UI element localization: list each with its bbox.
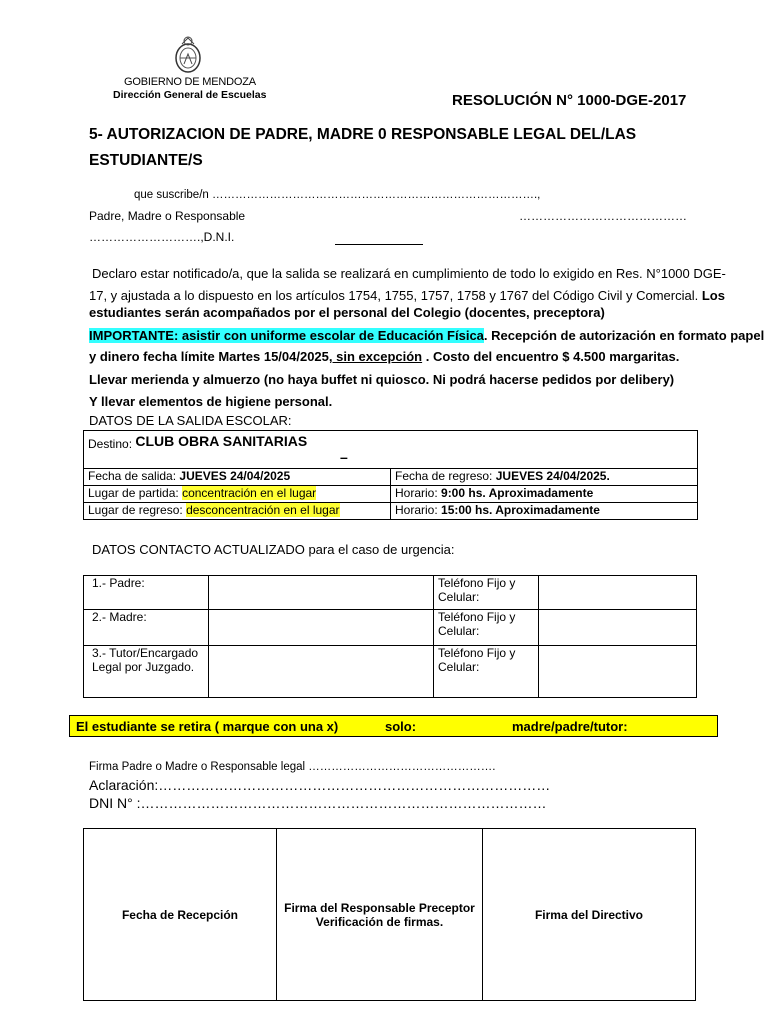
resolution-number: RESOLUCIÓN N° 1000-DGE-2017: [452, 92, 687, 109]
tel-label-b: Celular:: [438, 590, 480, 604]
fecha-salida-value: JUEVES 24/04/2025: [179, 469, 291, 483]
retiro-tutor-option[interactable]: madre/padre/tutor:: [512, 719, 628, 734]
dni-underline: [335, 244, 423, 245]
dinero-text: y dinero fecha límite Martes 15/04/2025: [89, 349, 329, 364]
contacto-row3-label: 3.- Tutor/Encargado: [92, 646, 199, 660]
dni-firma-field[interactable]: DNI N° :……………………………………………………………………………: [89, 795, 547, 811]
lugar-partida-label: Lugar de partida:: [88, 486, 183, 500]
dinero-line: [89, 349, 679, 364]
contacto-row1-tel-input[interactable]: [539, 576, 697, 610]
salida-table: [83, 430, 698, 520]
fecha-recepcion-cell[interactable]: [84, 829, 277, 1001]
contacto-row-label: [84, 610, 209, 646]
fecha-regreso-value: JUEVES 24/04/2025.: [495, 469, 610, 483]
recepcion-table: [83, 828, 696, 1001]
contacto-row3-tel-input[interactable]: [539, 646, 697, 698]
tel-label-a: Teléfono Fijo y: [438, 646, 516, 660]
contacto-row2-name-input[interactable]: [209, 610, 434, 646]
retiro-solo-option[interactable]: solo:: [385, 719, 417, 734]
fecha-salida-label: Fecha de salida:: [88, 469, 180, 483]
government-seal-icon: [170, 34, 206, 78]
horario-partida-value: 9:00 hs. Aproximadamente: [441, 486, 594, 500]
contacto-row-label: [84, 646, 209, 698]
declaration-line2: [89, 288, 725, 303]
contacto-row3-tel-label: [434, 646, 539, 698]
merienda-line: Llevar merienda y almuerzo (no haya buffet ni quiosco. Ni podrá hacerse pedidos por delibery): [89, 372, 675, 387]
higiene-line: Y llevar elementos de higiene personal.: [89, 394, 333, 409]
declaration-line1: Declaro estar notificado/a, que la salida se realizará en cumplimiento de todo lo exigido en Res. N°1000 DGE-: [92, 266, 726, 281]
horario-partida-label: Horario:: [395, 486, 442, 500]
padre-madre-field[interactable]: ……………………………………: [519, 209, 687, 223]
aclaracion-field[interactable]: Aclaración:…………………………………………………………………………: [89, 777, 551, 793]
department-name: Dirección General de Escuelas: [113, 89, 267, 101]
fecha-regreso-cell: [391, 469, 698, 486]
contacto-row3-label2: Legal por Juzgado.: [92, 660, 195, 674]
contacto-row1-tel-label: [434, 576, 539, 610]
preceptor-firma-cell[interactable]: [277, 829, 483, 1001]
fecha-recepcion-label: Fecha de Recepción: [121, 907, 239, 922]
contacto-row2-tel-label: [434, 610, 539, 646]
padre-madre-label: Padre, Madre o Responsable: [89, 209, 246, 223]
fecha-regreso-label: Fecha de regreso:: [395, 469, 496, 483]
fecha-salida-cell: [84, 469, 391, 486]
directivo-firma-label: Firma del Directivo: [534, 907, 644, 922]
importante-line: [89, 328, 764, 343]
directivo-firma-cell[interactable]: [483, 829, 696, 1001]
firma-field[interactable]: Firma Padre o Madre o Responsable legal ………………………………………….: [89, 761, 496, 773]
retiro-label: El estudiante se retira ( marque con una x): [76, 719, 339, 734]
contacto-table: [83, 575, 697, 698]
government-name: GOBIERNO DE MENDOZA: [124, 76, 256, 88]
destino-cell: [84, 431, 698, 469]
retiro-bar: [69, 715, 718, 737]
lugar-partida-value: concentración en el lugar: [182, 486, 317, 500]
tel-label-a: Teléfono Fijo y: [438, 576, 516, 590]
contacto-row2-label: 2.- Madre:: [92, 610, 147, 624]
costo-text: . Costo del encuentro $ 4.500 margaritas.: [422, 349, 680, 364]
page-title-line2: ESTUDIANTE/S: [89, 152, 203, 169]
verificacion-label: Verificación de firmas.: [315, 914, 444, 929]
datos-salida-heading: DATOS DE LA SALIDA ESCOLAR:: [89, 413, 292, 428]
declaration-line3: estudiantes serán acompañados por el personal del Colegio (docentes, preceptora): [89, 305, 605, 320]
declaration-line2-text: 17, y ajustada a lo dispuesto en los artículos 1754, 1755, 1757, 1758 y 1767 del Código Civil y Comercial.: [89, 288, 702, 303]
page-title-line1: 5- AUTORIZACION DE PADRE, MADRE 0 RESPONSABLE LEGAL DEL/LAS: [89, 126, 637, 143]
contacto-row2-tel-input[interactable]: [539, 610, 697, 646]
lugar-regreso-value: desconcentración en el lugar: [186, 503, 340, 517]
lugar-partida-cell: [84, 486, 391, 503]
tel-label-b: Celular:: [438, 624, 480, 638]
contacto-row1-label: 1.- Padre:: [92, 576, 145, 590]
sin-excepcion-text: , sin excepción: [328, 349, 423, 364]
suscribe-field[interactable]: que suscribe/n ………………………………………………………………………….,: [134, 189, 541, 201]
contacto-row-label: [84, 576, 209, 610]
destino-value: CLUB OBRA SANITARIAS: [135, 433, 308, 449]
contacto-row1-name-input[interactable]: [209, 576, 434, 610]
horario-regreso-label: Horario:: [395, 503, 442, 517]
contacto-row3-name-input[interactable]: [209, 646, 434, 698]
tel-label-a: Teléfono Fijo y: [438, 610, 516, 624]
horario-partida-cell: [391, 486, 698, 503]
lugar-regreso-cell: [84, 503, 391, 520]
preceptor-firma-label: Firma del Responsable Preceptor: [284, 900, 475, 915]
destino-label: Destino:: [88, 437, 133, 451]
horario-regreso-cell: [391, 503, 698, 520]
contacto-heading: DATOS CONTACTO ACTUALIZADO para el caso de urgencia:: [92, 542, 455, 557]
dni-field[interactable]: ……………………….,D.N.I.: [89, 230, 235, 244]
tel-label-b: Celular:: [438, 660, 480, 674]
lugar-regreso-label: Lugar de regreso:: [88, 503, 187, 517]
recepcion-text: . Recepción de autorización en formato papel: [483, 328, 765, 343]
destino-dash: –: [340, 449, 348, 465]
declaration-line2-bold: Los: [701, 288, 725, 303]
horario-regreso-value: 15:00 hs. Aproximadamente: [441, 503, 600, 517]
importante-highlight: IMPORTANTE: asistir con uniforme escolar de Educación Física: [89, 328, 484, 343]
